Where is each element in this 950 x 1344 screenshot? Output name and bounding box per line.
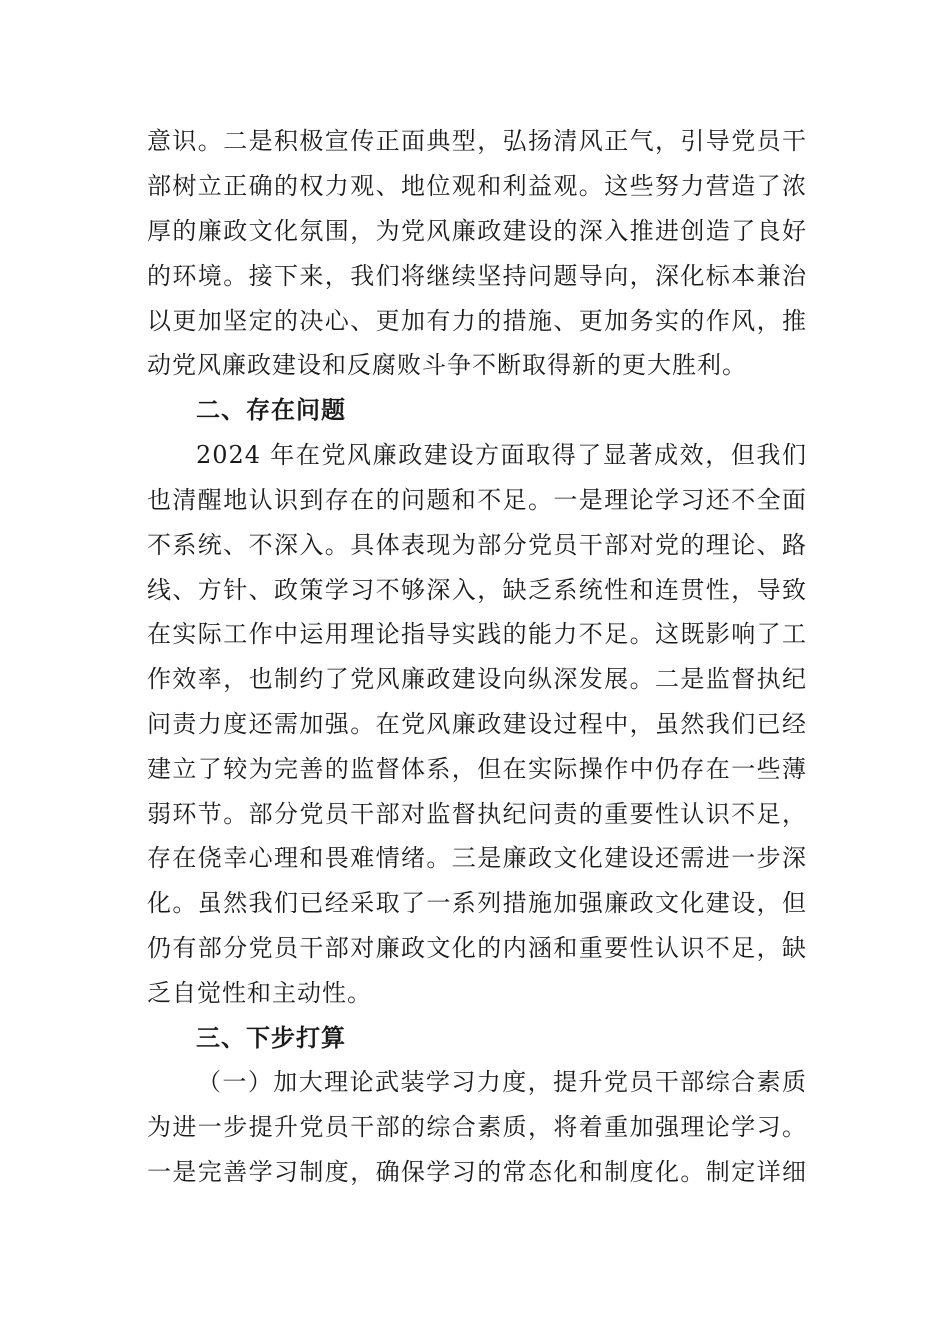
paragraph-line: 的环境。接下来，我们将继续坚持问题导向，深化标本兼治 xyxy=(147,262,807,290)
paragraph-line: 问责力度还需加强。在党风廉政建设过程中，虽然我们已经 xyxy=(147,710,807,738)
paragraph-line: 2024 年在党风廉政建设方面取得了显著成效，但我们 xyxy=(196,441,807,469)
paragraph-line: 线、方针、政策学习不够深入，缺乏系统性和连贯性，导致 xyxy=(147,576,807,604)
paragraph-line: 存在侥幸心理和畏难情绪。三是廉政文化建设还需进一步深 xyxy=(147,844,807,872)
paragraph-line: 建立了较为完善的监督体系，但在实际操作中仍存在一些薄 xyxy=(147,755,807,783)
paragraph-line: 化。虽然我们已经采取了一系列措施加强廉政文化建设，但 xyxy=(147,889,807,917)
paragraph-line: 以更加坚定的决心、更加有力的措施、更加务实的作风，推 xyxy=(147,307,807,335)
paragraph-line: 也清醒地认识到存在的问题和不足。一是理论学习还不全面 xyxy=(147,486,807,514)
paragraph-line: 为进一步提升党员干部的综合素质，将着重加强理论学习。 xyxy=(147,1113,807,1141)
paragraph-line: 厚的廉政文化氛围，为党风廉政建设的深入推进创造了良好 xyxy=(147,217,807,245)
paragraph-line: 不系统、不深入。具体表现为部分党员干部对党的理论、路 xyxy=(147,531,807,559)
subsection-heading: （一）加大理论武装学习力度，提升党员干部综合素质 xyxy=(197,1068,807,1096)
paragraph-line: 一是完善学习制度，确保学习的常态化和制度化。制定详细 xyxy=(147,1158,807,1186)
paragraph-line: 部树立正确的权力观、地位观和利益观。这些努力营造了浓 xyxy=(147,172,807,200)
paragraph-line: 仍有部分党员干部对廉政文化的内涵和重要性认识不足，缺 xyxy=(147,934,807,962)
section-heading-next-steps: 三、下步打算 xyxy=(196,1024,346,1052)
paragraph-line: 弱环节。部分党员干部对监督执纪问责的重要性认识不足， xyxy=(147,800,807,828)
paragraph-line: 在实际工作中运用理论指导实践的能力不足。这既影响了工 xyxy=(147,620,807,648)
paragraph-line: 作效率，也制约了党风廉政建设向纵深发展。二是监督执纪 xyxy=(147,665,807,693)
section-heading-problems: 二、存在问题 xyxy=(196,396,346,424)
paragraph-line: 乏自觉性和主动性。 xyxy=(147,979,372,1007)
paragraph-line: 动党风廉政建设和反腐败斗争不断取得新的更大胜利。 xyxy=(147,351,747,379)
paragraph-line: 意识。二是积极宣传正面典型，弘扬清风正气，引导党员干 xyxy=(147,127,807,155)
